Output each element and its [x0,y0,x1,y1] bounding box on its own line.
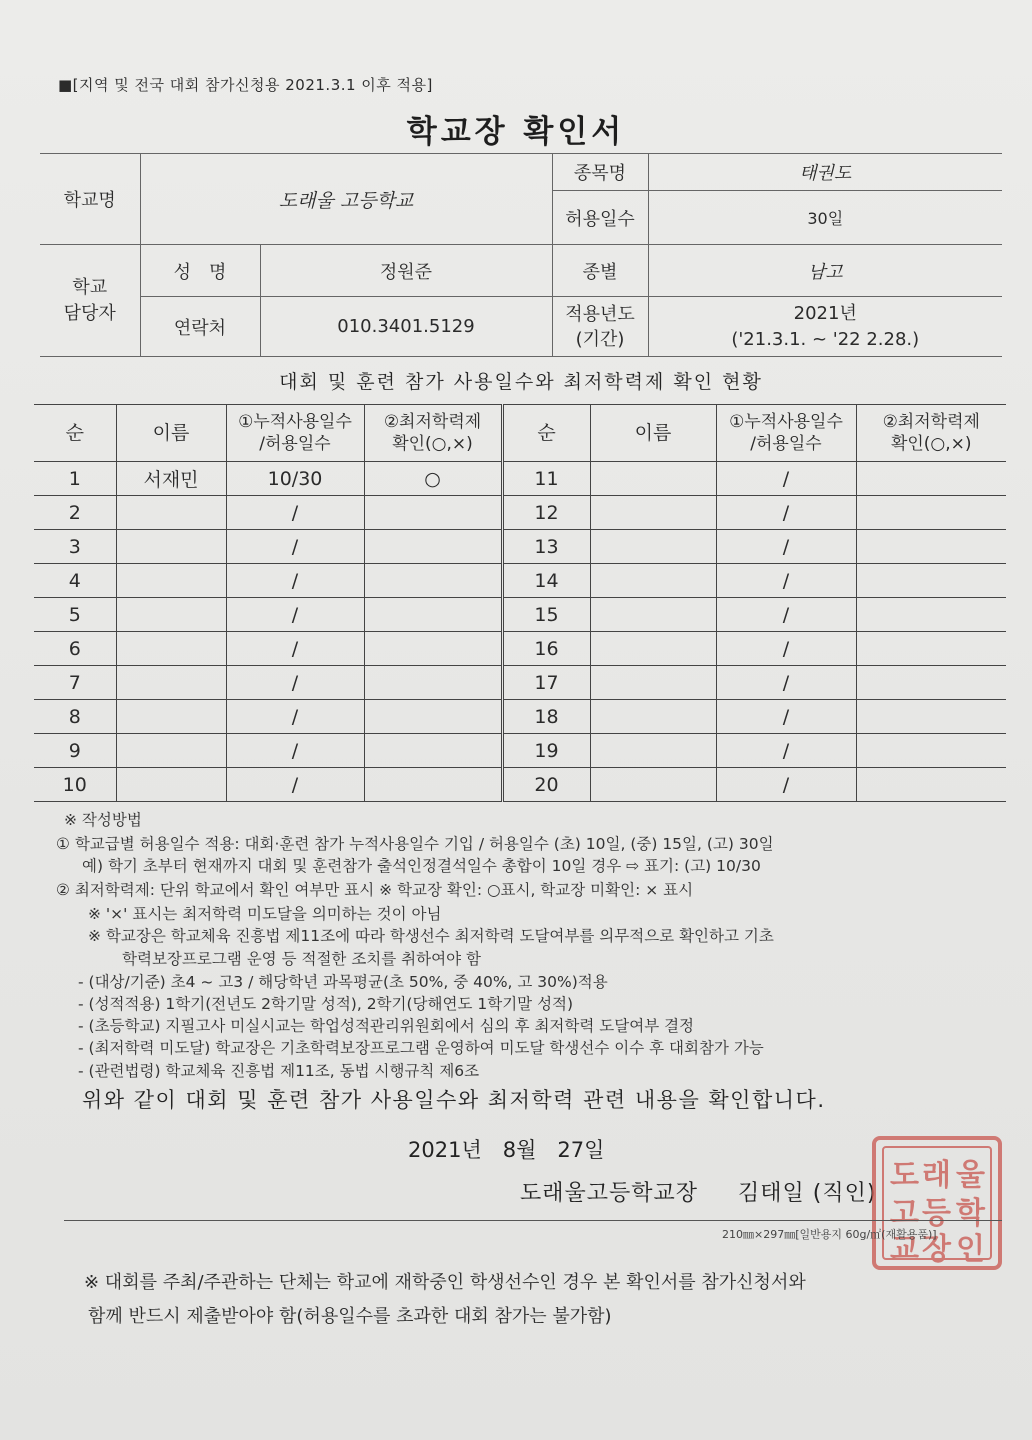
divider [64,1220,1002,1221]
table-row [34,734,1006,768]
student-name: 서재민 [116,462,226,496]
cumulative-days: / [716,768,856,802]
row-number: 16 [502,632,590,666]
min-achievement-check [364,530,502,564]
row-number: 6 [34,632,116,666]
cumulative-days: 10/30 [226,462,364,496]
student-name [590,598,716,632]
signer-name: 김태일 (직인) [738,1181,877,1206]
student-name [116,598,226,632]
footer-line: 함께 반드시 제출받아야 함(허용일수를 초과한 대회 참가는 불가함) [88,1306,612,1327]
student-name [590,462,716,496]
min-achievement-check [856,768,1006,802]
manager-name-label: 성 명 [140,245,260,297]
note-line: ② 최저학력제: 단위 학교에서 확인 여부만 표시 ※ 학교장 확인: ○표시, 학교장 미확인: × 표시 [56,881,694,899]
min-achievement-check [856,530,1006,564]
student-name [590,496,716,530]
school-info-table [40,153,1002,357]
min-achievement-check [856,462,1006,496]
table-row [34,530,1006,564]
school-name-value: 도래울 고등학교 [140,154,552,245]
min-achievement-check [364,666,502,700]
student-name [590,768,716,802]
contact-label: 연락처 [140,297,260,357]
col-header-name: 이름 [590,405,716,462]
cumulative-days: / [226,632,364,666]
col-header-name: 이름 [116,405,226,462]
sport-label: 종목명 [552,154,648,191]
row-number: 8 [34,700,116,734]
row-number: 20 [502,768,590,802]
signer-title: 도래울고등학교장 [520,1181,699,1206]
row-number: 14 [502,564,590,598]
year-value: 2021년 [793,302,857,324]
min-achievement-check [364,598,502,632]
row-number: 19 [502,734,590,768]
min-achievement-check [856,734,1006,768]
min-achievement-check [856,564,1006,598]
cumulative-days: / [226,734,364,768]
student-name [590,700,716,734]
col-header-no: 순 [34,405,116,462]
col-header-days: ①누적사용일수 /허용일수 [226,405,364,462]
note-line: ※ 학교장은 학교체육 진흥법 제11조에 따라 학생선수 최저학력 도달여부를 의무적으로 확인하고 기초 [88,927,774,945]
note-line: 학력보장프로그램 운영 등 적절한 조치를 취하여야 함 [122,950,481,968]
roster-header-row [34,405,1006,462]
cumulative-days: / [716,462,856,496]
note-line: - (초등학교) 지필고사 미실시교는 학업성적관리위원회에서 심의 후 최저학력 도달여부 결정 [78,1017,695,1035]
roster-body [34,462,1006,802]
contact-value: 010.3401.5129 [260,297,552,357]
type-label: 종별 [552,245,648,297]
student-name [590,632,716,666]
min-achievement-check [856,598,1006,632]
table-row [34,462,1006,496]
student-name [590,666,716,700]
document-title: 학교장 확인서 [406,114,626,150]
row-number: 18 [502,700,590,734]
min-achievement-check [364,564,502,598]
row-number: 10 [34,768,116,802]
row-number: 15 [502,598,590,632]
student-name [590,564,716,598]
col-header-days: ①누적사용일수 /허용일수 [716,405,856,462]
note-line: 예) 학기 초부터 현재까지 대회 및 훈련참가 출석인정결석일수 총합이 10일 경우 ⇨ 표기: (고) 10/30 [82,857,761,875]
min-achievement-check [856,666,1006,700]
min-achievement-check [856,496,1006,530]
student-name [116,496,226,530]
row-number: 5 [34,598,116,632]
cumulative-days: / [226,598,364,632]
student-name [116,564,226,598]
min-achievement-check [364,734,502,768]
row-number: 12 [502,496,590,530]
col-header-check: ②최저학력제 확인(○,×) [364,405,502,462]
section-title: 대회 및 훈련 참가 사용일수와 최저학력제 확인 현황 [279,371,763,393]
paper-spec: 210㎜×297㎜[일반용지 60g/㎡(재활용품)] [722,1228,937,1241]
note-line: - (최저학력 미도달) 학교장은 기초학력보장프로그램 운영하여 미도달 학생선수 이수 후 대회참가 가능 [78,1039,764,1057]
notes-heading: ※ 작성방법 [64,811,142,829]
issue-date: 2021년 8월 27일 [408,1138,605,1162]
note-line: - (성적적용) 1학기(전년도 2학기말 성적), 2학기(당해연도 1학기말 성적) [78,995,574,1013]
table-row [34,632,1006,666]
student-name [116,734,226,768]
official-seal-icon: 도 래 울 고 등 학 교 장 인 [872,1136,1002,1270]
student-name [590,530,716,564]
period-value: ('21.3.1. ~ '22 2.28.) [731,328,920,350]
table-row [34,496,1006,530]
cumulative-days: / [716,564,856,598]
manager-name-value: 정원준 [260,245,552,297]
student-name [116,632,226,666]
cumulative-days: / [716,530,856,564]
row-number: 2 [34,496,116,530]
row-number: 17 [502,666,590,700]
row-number: 4 [34,564,116,598]
cumulative-days: / [716,666,856,700]
confirmation-statement: 위와 같이 대회 및 훈련 참가 사용일수와 최저학력 관련 내용을 확인합니다. [82,1088,826,1112]
row-number: 9 [34,734,116,768]
footer-line: ※ 대회를 주최/주관하는 단체는 학교에 재학중인 학생선수인 경우 본 확인서를 참가신청서와 [84,1272,806,1293]
signature-line [520,1176,876,1207]
roster-table [34,404,1006,802]
row-number: 11 [502,462,590,496]
allowed-days-label: 허용일수 [552,191,648,245]
row-number: 3 [34,530,116,564]
manager-label: 학교 담당자 [40,245,140,357]
table-row [34,768,1006,802]
min-achievement-check [364,632,502,666]
min-achievement-check [364,496,502,530]
min-achievement-check [364,700,502,734]
cumulative-days: / [716,598,856,632]
table-row [34,598,1006,632]
cumulative-days: / [226,530,364,564]
table-row [34,666,1006,700]
year-label: 적용년도 (기간) [552,297,648,357]
row-number: 13 [502,530,590,564]
cumulative-days: / [226,768,364,802]
allowed-days-value: 30일 [648,191,1002,245]
student-name [116,768,226,802]
row-number: 1 [34,462,116,496]
cumulative-days: / [226,564,364,598]
cumulative-days: / [716,632,856,666]
student-name [116,530,226,564]
cumulative-days: / [716,700,856,734]
year-cell [648,297,1002,357]
footer-note [84,1266,806,1334]
table-row [34,700,1006,734]
min-achievement-check [856,632,1006,666]
school-name-label: 학교명 [40,154,140,245]
cumulative-days: / [226,700,364,734]
note-line: ※ '×' 표시는 최저학력 미도달을 의미하는 것이 아님 [88,905,442,923]
cumulative-days: / [716,496,856,530]
min-achievement-check [856,700,1006,734]
note-line: - (대상/기준) 초4 ~ 고3 / 해당학년 과목평균(초 50%, 중 40%, 고 30%)적용 [78,973,608,991]
row-number: 7 [34,666,116,700]
min-achievement-check: ○ [364,462,502,496]
student-name [116,666,226,700]
col-header-no: 순 [502,405,590,462]
note-line: ① 학교급별 허용일수 적용: 대회·훈련 참가 누적사용일수 기입 / 허용일수 (초) 10일, (중) 15일, (고) 30일 [56,835,774,853]
student-name [116,700,226,734]
min-achievement-check [364,768,502,802]
sport-value: 태권도 [648,154,1002,191]
col-header-check: ②최저학력제 확인(○,×) [856,405,1006,462]
cumulative-days: / [226,666,364,700]
cumulative-days: / [226,496,364,530]
table-row [34,564,1006,598]
cumulative-days: / [716,734,856,768]
note-line: - (관련법령) 학교체육 진흥법 제11조, 동법 시행규칙 제6조 [78,1062,480,1080]
header-note: ■[지역 및 전국 대회 참가신청용 2021.3.1 이후 적용] [58,76,433,94]
type-value: 남고 [648,245,1002,297]
student-name [590,734,716,768]
